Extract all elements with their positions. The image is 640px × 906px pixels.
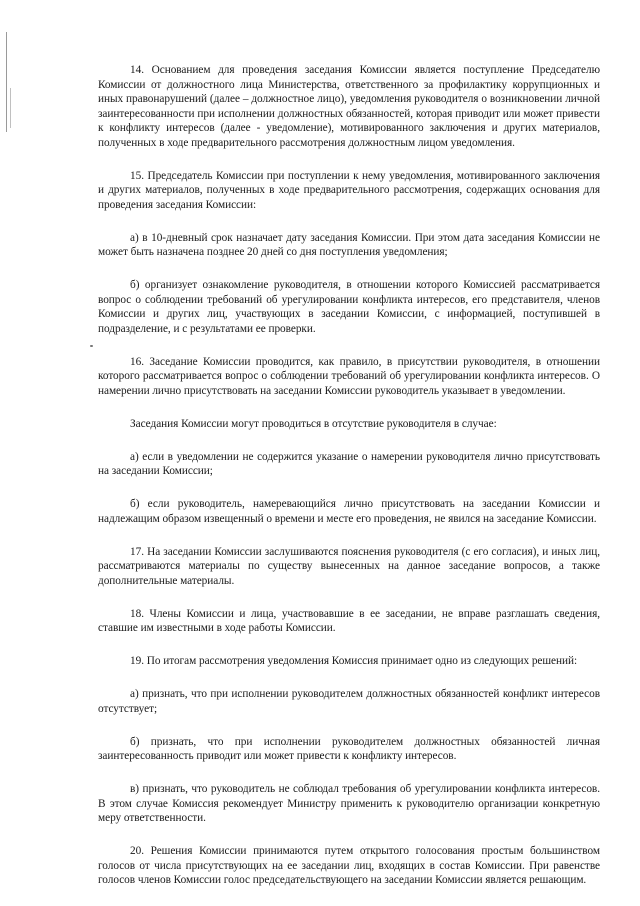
paragraph-16: 16. Заседание Комиссии проводится, как правило, в присутствии руководителя, в отношении которого рассматривается вопрос о соблюдении требований об урегулировании конфликта интересов. О намерении лично присутствовать на заседании Комиссии руководитель указывает в уведомлении. <box>98 355 600 397</box>
paragraph-15: 15. Председатель Комиссии при поступлении к нему уведомления, мотивированного заключения и других материалов, полученных в ходе предварительного рассмотрения, содержащих основания для проведения заседания Комиссии: <box>98 169 600 211</box>
paragraph-16-a: а) если в уведомлении не содержится указание о намерении руководителя лично присутствовать на заседании Комиссии; <box>98 450 600 477</box>
paragraph-16-absence: Заседания Комиссии могут проводиться в отсутствие руководителя в случае: <box>130 417 497 430</box>
paragraph-15-b: б) организует ознакомление руководителя, в отношении которого Комиссией рассматривается вопрос о соблюдении требований об урегулировании конфликта интересов, его представителя, членов Комиссии и других лиц, участвующих в заседании Комиссии, с информацией, поступившей в подразделение, и с результатами ее проверки. <box>98 279 600 335</box>
paragraph-14: 14. Основанием для проведения заседания Комиссии является поступление Председателю Комиссии от должностного лица Министерства, ответственного за профилактику коррупционных и иных правонарушений (далее – должностное лицо), уведомления руководителя о возникновении личной заинтересованности при исполнении должностных обязанностей, которая приводит или может привести к конфликту интересов (далее - уведомление), мотивированного заключения и других материалов, полученных в ходе предварительного рассмотрения должностным лицом уведомления. <box>98 64 600 149</box>
scan-margin-mark-secondary <box>10 88 11 128</box>
paragraph-16-b: б) если руководитель, намеревающийся лично присутствовать на заседании Комиссии и надлежащим образом извещенный о времени и месте его проведения, не явился на заседание Комиссии. <box>98 498 600 525</box>
scan-margin-mark <box>6 32 7 132</box>
paragraph-19-b: б) признать, что при исполнении руководителем должностных обязанностей личная заинтересованность приводит или может привести к конфликту интересов. <box>98 735 600 762</box>
paragraph-15-a: а) в 10-дневный срок назначает дату заседания Комиссии. При этом дата заседания Комиссии не может быть назначена позднее 20 дней со дня поступления уведомления; <box>98 231 600 258</box>
paragraph-19-c: в) признать, что руководитель не соблюдал требования об урегулировании конфликта интересов. В этом случае Комиссия рекомендует Министру применить к руководителю организации конкретную меру ответственности. <box>98 783 600 824</box>
paragraph-20: 20. Решения Комиссии принимаются путем открытого голосования простым большинством голосов от числа присутствующих на ее заседании лиц, входящих в состав Комиссии. При равенстве голосов членов Комиссии голос председательствующего на заседании Комиссии является решающим. <box>98 845 600 886</box>
paragraph-17: 17. На заседании Комиссии заслушиваются пояснения руководителя (с его согласия), и иных лиц, рассматриваются материалы по существу вынесенных на данное заседание вопросов, а также дополнительные материалы. <box>98 545 600 587</box>
paragraph-19-a: а) признать, что при исполнении руководителем должностных обязанностей конфликт интересов отсутствует; <box>98 688 600 715</box>
paragraph-18: 18. Члены Комиссии и лица, участвовавшие в ее заседании, не вправе разглашать сведения, ставшие им известными в ходе работы Комиссии. <box>98 607 600 634</box>
paragraph-19: 19. По итогам рассмотрения уведомления Комиссия принимает одно из следующих решений: <box>130 655 578 667</box>
document-page <box>98 63 600 906</box>
scan-speck <box>90 345 93 347</box>
